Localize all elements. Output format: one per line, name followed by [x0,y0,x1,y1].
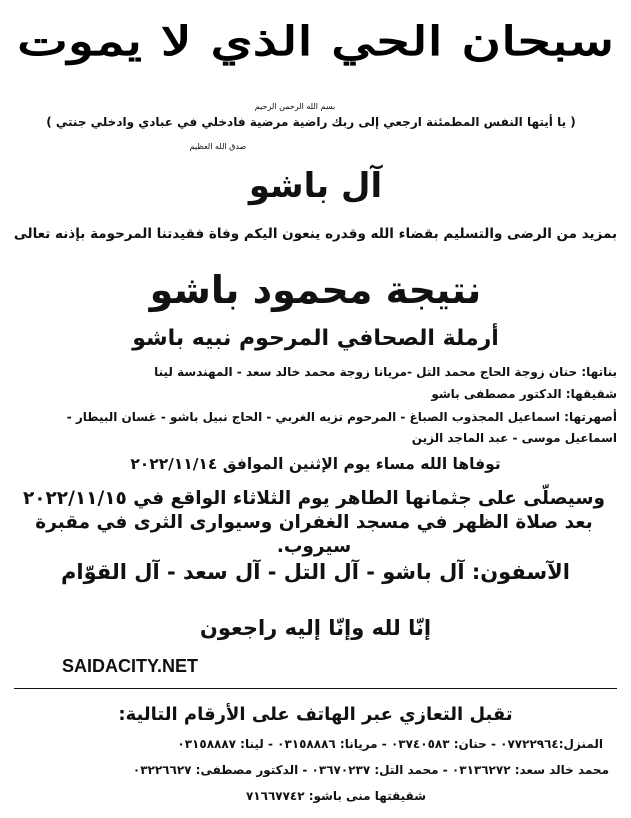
phones-line-3: شقيقتها منى باشو: ٧١٦٦٧٧٤٢ [245,789,426,803]
phones-line-1: المنزل:٠٧٧٢٢٩٦٤ - حنان: ٠٣٧٤٠٥٨٣ - مريانا: ٠٣١٥٨٨٨٦ - لينا: ٠٣١٥٨٨٨٧ [177,737,603,751]
widow-of: أرملة الصحافي المرحوم نبيه باشو [132,326,499,351]
deceased-name: نتيجة محمود باشو [149,268,482,312]
brother-line: شقيقها: الدكتور مصطفى باشو [431,387,617,401]
calligraphy-header: سبحان الحي الذي لا يموت [17,17,614,65]
sadaq-allah: صدق الله العظيم [189,142,247,151]
inlaws-line-2: اسماعيل موسى - عبد الماجد الزين [411,431,617,445]
closing-verse: إنّا لله وإنّا إليه راجعون [199,616,432,640]
quran-verse: ( يا أيتها النفس المطمئنة ارجعي إلى ربك راضية مرضية فادخلي في عبادي وادخلي جنتي ) [46,115,576,129]
death-notice: توفاها الله مساء يوم الإثنين الموافق ٢٠٢٢/١١/١٤ [130,455,501,473]
inlaws-line-1: أصهرتها: اسماعيل المجذوب الصباغ - المرحوم نزيه الغربي - الحاج نبيل باشو - غسان البيطار - [66,410,617,424]
intro-text: بمزيد من الرضى والتسليم بقضاء الله وقدره ينعون اليكم وفاة فقيدتنا المرحومة بإذنه تعالى [13,226,618,242]
website-watermark: SAIDACITY.NET [62,656,199,676]
family-title: آل باشو [248,166,383,206]
mourners-line: الآسفون: آل باشو - آل التل - آل سعد - آل القوّام [61,560,570,584]
funeral-notice: وسيصلّى على جثمانها الطاهر يوم الثلاثاء الواقع في ٢٠٢٢/١١/١٥ بعد صلاة الظهر في مسجد الغفران وسيوارى الثرى في مقبرة سيروب. [22,488,606,557]
divider [14,688,617,689]
condolences-title: تقبل التعازي عبر الهاتف على الأرقام التالية: [118,704,513,725]
basmala: بسم الله الرحمن الرحيم [254,102,336,111]
daughters-line: بناتها: حنان زوجة الحاج محمد التل -مريانا زوجة محمد خالد سعد - المهندسة لينا [154,365,617,379]
phones-line-2: محمد خالد سعد: ٠٣١٣٦٢٧٢ - محمد التل: ٠٣٦٧٠٢٣٧ - الدكتور مصطفى: ٠٣٢٢٦٦٢٧ [132,763,609,777]
